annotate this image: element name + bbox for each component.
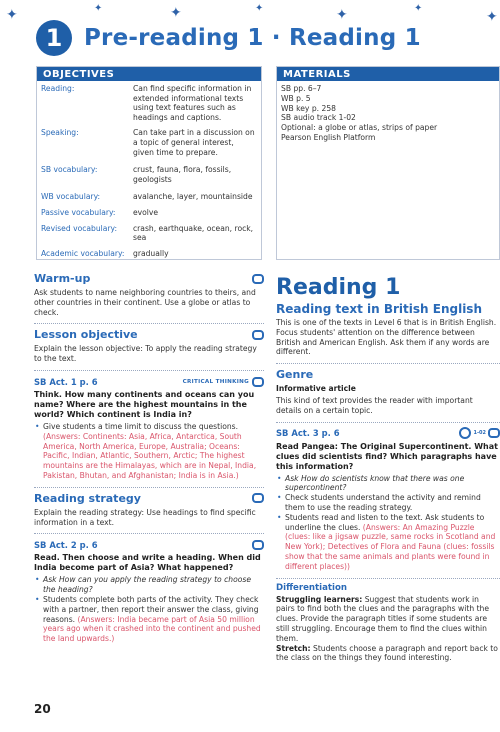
act1-answer: (Answers: Continents: Asia, Africa, Antarctica, South America, North America, Europe, Australia; Oceans: Pacific, Indian, Atlantic, Southern, Arctic; The highest mountains are the Himalayas, which are in Nepal, India, Pakistan, Bhutan, and Afghanistan; India is in Asia.) bbox=[43, 431, 257, 480]
genre-heading bbox=[276, 368, 500, 381]
page-number: 20 bbox=[34, 702, 51, 716]
objective-label: Academic vocabulary: bbox=[41, 248, 125, 258]
objective-value: crust, fauna, flora, fossils, geologists bbox=[133, 165, 232, 184]
objective-value: gradually bbox=[133, 248, 169, 258]
objective-row bbox=[37, 84, 261, 122]
reading-subtitle: Reading text in British English bbox=[276, 302, 482, 316]
objective-label: Reading: bbox=[41, 84, 75, 93]
act3-label: SB Act. 3 p. 6 bbox=[276, 427, 340, 438]
sparkle-icon: ✦ bbox=[94, 3, 103, 14]
reading-title: Reading 1 bbox=[276, 275, 401, 300]
sparkle-icon: ✦ bbox=[336, 7, 348, 23]
list-item bbox=[34, 422, 264, 481]
genre-text: This kind of text provides the reader with important details on a certain topic. bbox=[276, 395, 473, 415]
act3-heading bbox=[276, 427, 500, 439]
list-item: • Ask How can you apply the reading strategy to choose the heading? bbox=[34, 575, 264, 595]
genre-title: Genre bbox=[276, 368, 314, 382]
sparkle-icon: ✦ bbox=[486, 9, 498, 25]
divider bbox=[34, 370, 264, 371]
divider bbox=[34, 533, 264, 534]
divider bbox=[276, 363, 500, 364]
left-column bbox=[34, 272, 264, 644]
divider bbox=[276, 578, 500, 579]
screen-icon bbox=[252, 540, 264, 550]
warmup-heading bbox=[34, 272, 264, 285]
objective-value: Can find specific information in extended informational texts using text features such as headings and captions. bbox=[133, 84, 252, 122]
audio-track-label: 1-02 bbox=[473, 429, 486, 436]
divider bbox=[34, 323, 264, 324]
reading-strategy-heading bbox=[34, 492, 264, 505]
objective-label: Revised vocabulary: bbox=[41, 223, 118, 233]
act1-label: SB Act. 1 p. 6 bbox=[34, 376, 98, 387]
objective-row bbox=[37, 128, 261, 157]
objective-row bbox=[37, 192, 261, 202]
act2-answer: (Answers: India became part of Asia 50 million years ago when it crashed into the continent and pushed the land upwards.) bbox=[43, 614, 261, 644]
objectives-box bbox=[36, 66, 262, 260]
sparkle-icon: ✦ bbox=[6, 7, 18, 23]
act1-heading bbox=[34, 377, 264, 387]
material-item: Optional: a globe or atlas, strips of paper bbox=[281, 123, 438, 133]
lesson-objective-text: Explain the lesson objective: To apply the reading strategy to the text. bbox=[34, 344, 257, 364]
objective-row bbox=[37, 165, 261, 184]
list-item bbox=[34, 595, 264, 644]
warmup-title: Warm-up bbox=[34, 272, 91, 285]
differentiation-title: Differentiation bbox=[276, 582, 347, 593]
objective-label: WB vocabulary: bbox=[41, 192, 101, 202]
sparkle-icon: ✦ bbox=[414, 3, 423, 14]
list-item: • Check students understand the activity and remind them to use the reading strategy. bbox=[276, 493, 500, 513]
reading-strategy-text: Explain the reading strategy: Use headings to find specific information in a text. bbox=[34, 507, 256, 527]
unit-number-badge: 1 bbox=[36, 20, 72, 56]
sparkle-icon: ✦ bbox=[170, 5, 182, 21]
stretch-label: Stretch: bbox=[276, 643, 311, 653]
objectives-heading: OBJECTIVES bbox=[37, 67, 261, 81]
materials-box bbox=[276, 66, 500, 260]
act1-bullets bbox=[34, 422, 264, 481]
objective-value: evolve bbox=[133, 207, 159, 217]
objective-value: avalanche, layer, mountainside bbox=[133, 192, 253, 202]
material-item: SB audio track 1-02 bbox=[281, 113, 356, 123]
divider bbox=[276, 422, 500, 423]
sparkle-icon: ✦ bbox=[255, 3, 264, 14]
material-item: Pearson English Platform bbox=[281, 132, 376, 142]
material-item: WB key p. 258 bbox=[281, 103, 336, 113]
act3-answer: (Answers: An Amazing Puzzle (clues: like a jigsaw puzzle, same rocks in Scotland and New York); Detectives of Flora and Fauna (clues: fossils show that the same animals and plants were found in different places)) bbox=[285, 522, 496, 571]
struggling-text: Suggest that students work in pairs to find both the clues and the paragraphs with the clues. Provide the paragraph titles if some students are still struggling. Encourage them to find the clues within them. bbox=[276, 594, 490, 643]
list-item: • Ask How do scientists know that there was one supercontinent? bbox=[276, 474, 500, 494]
stretch bbox=[276, 644, 500, 664]
reading-strategy-title: Reading strategy bbox=[34, 491, 141, 505]
material-item: SB pp. 6–7 bbox=[281, 84, 322, 93]
act1-bullet: Give students a time limit to discuss the questions. bbox=[43, 421, 239, 431]
warmup-text: Ask students to name neighboring countries to theirs, and other countries in their continent. Use a globe or atlas to check. bbox=[34, 288, 256, 317]
genre-name: Informative article bbox=[276, 384, 356, 394]
objective-label: Passive vocabulary: bbox=[41, 207, 116, 217]
act2-bullet: Students complete both parts of the activity. They check with a partner, then report their answer the class, giving reasons. bbox=[43, 594, 259, 624]
act3-bullet: Students read and listen to the text. Ask students to underline the clues. bbox=[285, 512, 485, 532]
objective-label: Speaking: bbox=[41, 128, 79, 138]
struggling-learners bbox=[276, 595, 500, 644]
act3-question: Read Pangea: The Original Supercontinent. What clues did scientists find? Which paragraphs have this information? bbox=[276, 441, 498, 471]
page-title: Pre-reading 1 · Reading 1 bbox=[84, 25, 421, 51]
right-column bbox=[276, 272, 500, 663]
list-item bbox=[276, 513, 500, 572]
material-item: WB p. 5 bbox=[281, 93, 311, 103]
headphones-icon bbox=[459, 427, 471, 439]
act3-bullets bbox=[276, 474, 500, 572]
screen-icon bbox=[252, 377, 264, 387]
reading-text: This is one of the texts in Level 6 that is in British English. Focus students' attention on the difference between British and American English. Ask them if any words are different. bbox=[276, 318, 497, 357]
objective-row bbox=[37, 224, 261, 243]
act2-heading bbox=[34, 540, 264, 550]
divider bbox=[34, 487, 264, 488]
stretch-text: Students choose a paragraph and report back to the class on the things they found interesting. bbox=[276, 643, 498, 663]
materials-heading: MATERIALS bbox=[277, 67, 499, 81]
objective-label: SB vocabulary: bbox=[41, 165, 98, 175]
lesson-objective-heading bbox=[34, 328, 264, 341]
lesson-objective-title: Lesson objective bbox=[34, 328, 138, 342]
act2-question: Read. Then choose and write a heading. When did India become part of Asia? What happened? bbox=[34, 553, 261, 573]
objective-row bbox=[37, 208, 261, 218]
objective-value: crash, earthquake, ocean, rock, sea bbox=[133, 223, 254, 243]
objective-row bbox=[37, 249, 261, 259]
objective-value: Can take part in a discussion on a topic of general interest, given time to prepare. bbox=[133, 128, 255, 157]
screen-icon bbox=[252, 274, 264, 284]
act2-bullets bbox=[34, 575, 264, 644]
critical-thinking-tag: CRITICAL THINKING bbox=[182, 378, 249, 385]
act1-question: Think. How many continents and oceans can you name? Where are the highest mountains in the world? Which continent is India in? bbox=[34, 389, 255, 419]
act2-label: SB Act. 2 p. 6 bbox=[34, 540, 98, 551]
screen-icon bbox=[252, 493, 264, 503]
screen-icon bbox=[488, 428, 500, 438]
screen-icon bbox=[252, 330, 264, 340]
struggling-label: Struggling learners: bbox=[276, 594, 363, 604]
